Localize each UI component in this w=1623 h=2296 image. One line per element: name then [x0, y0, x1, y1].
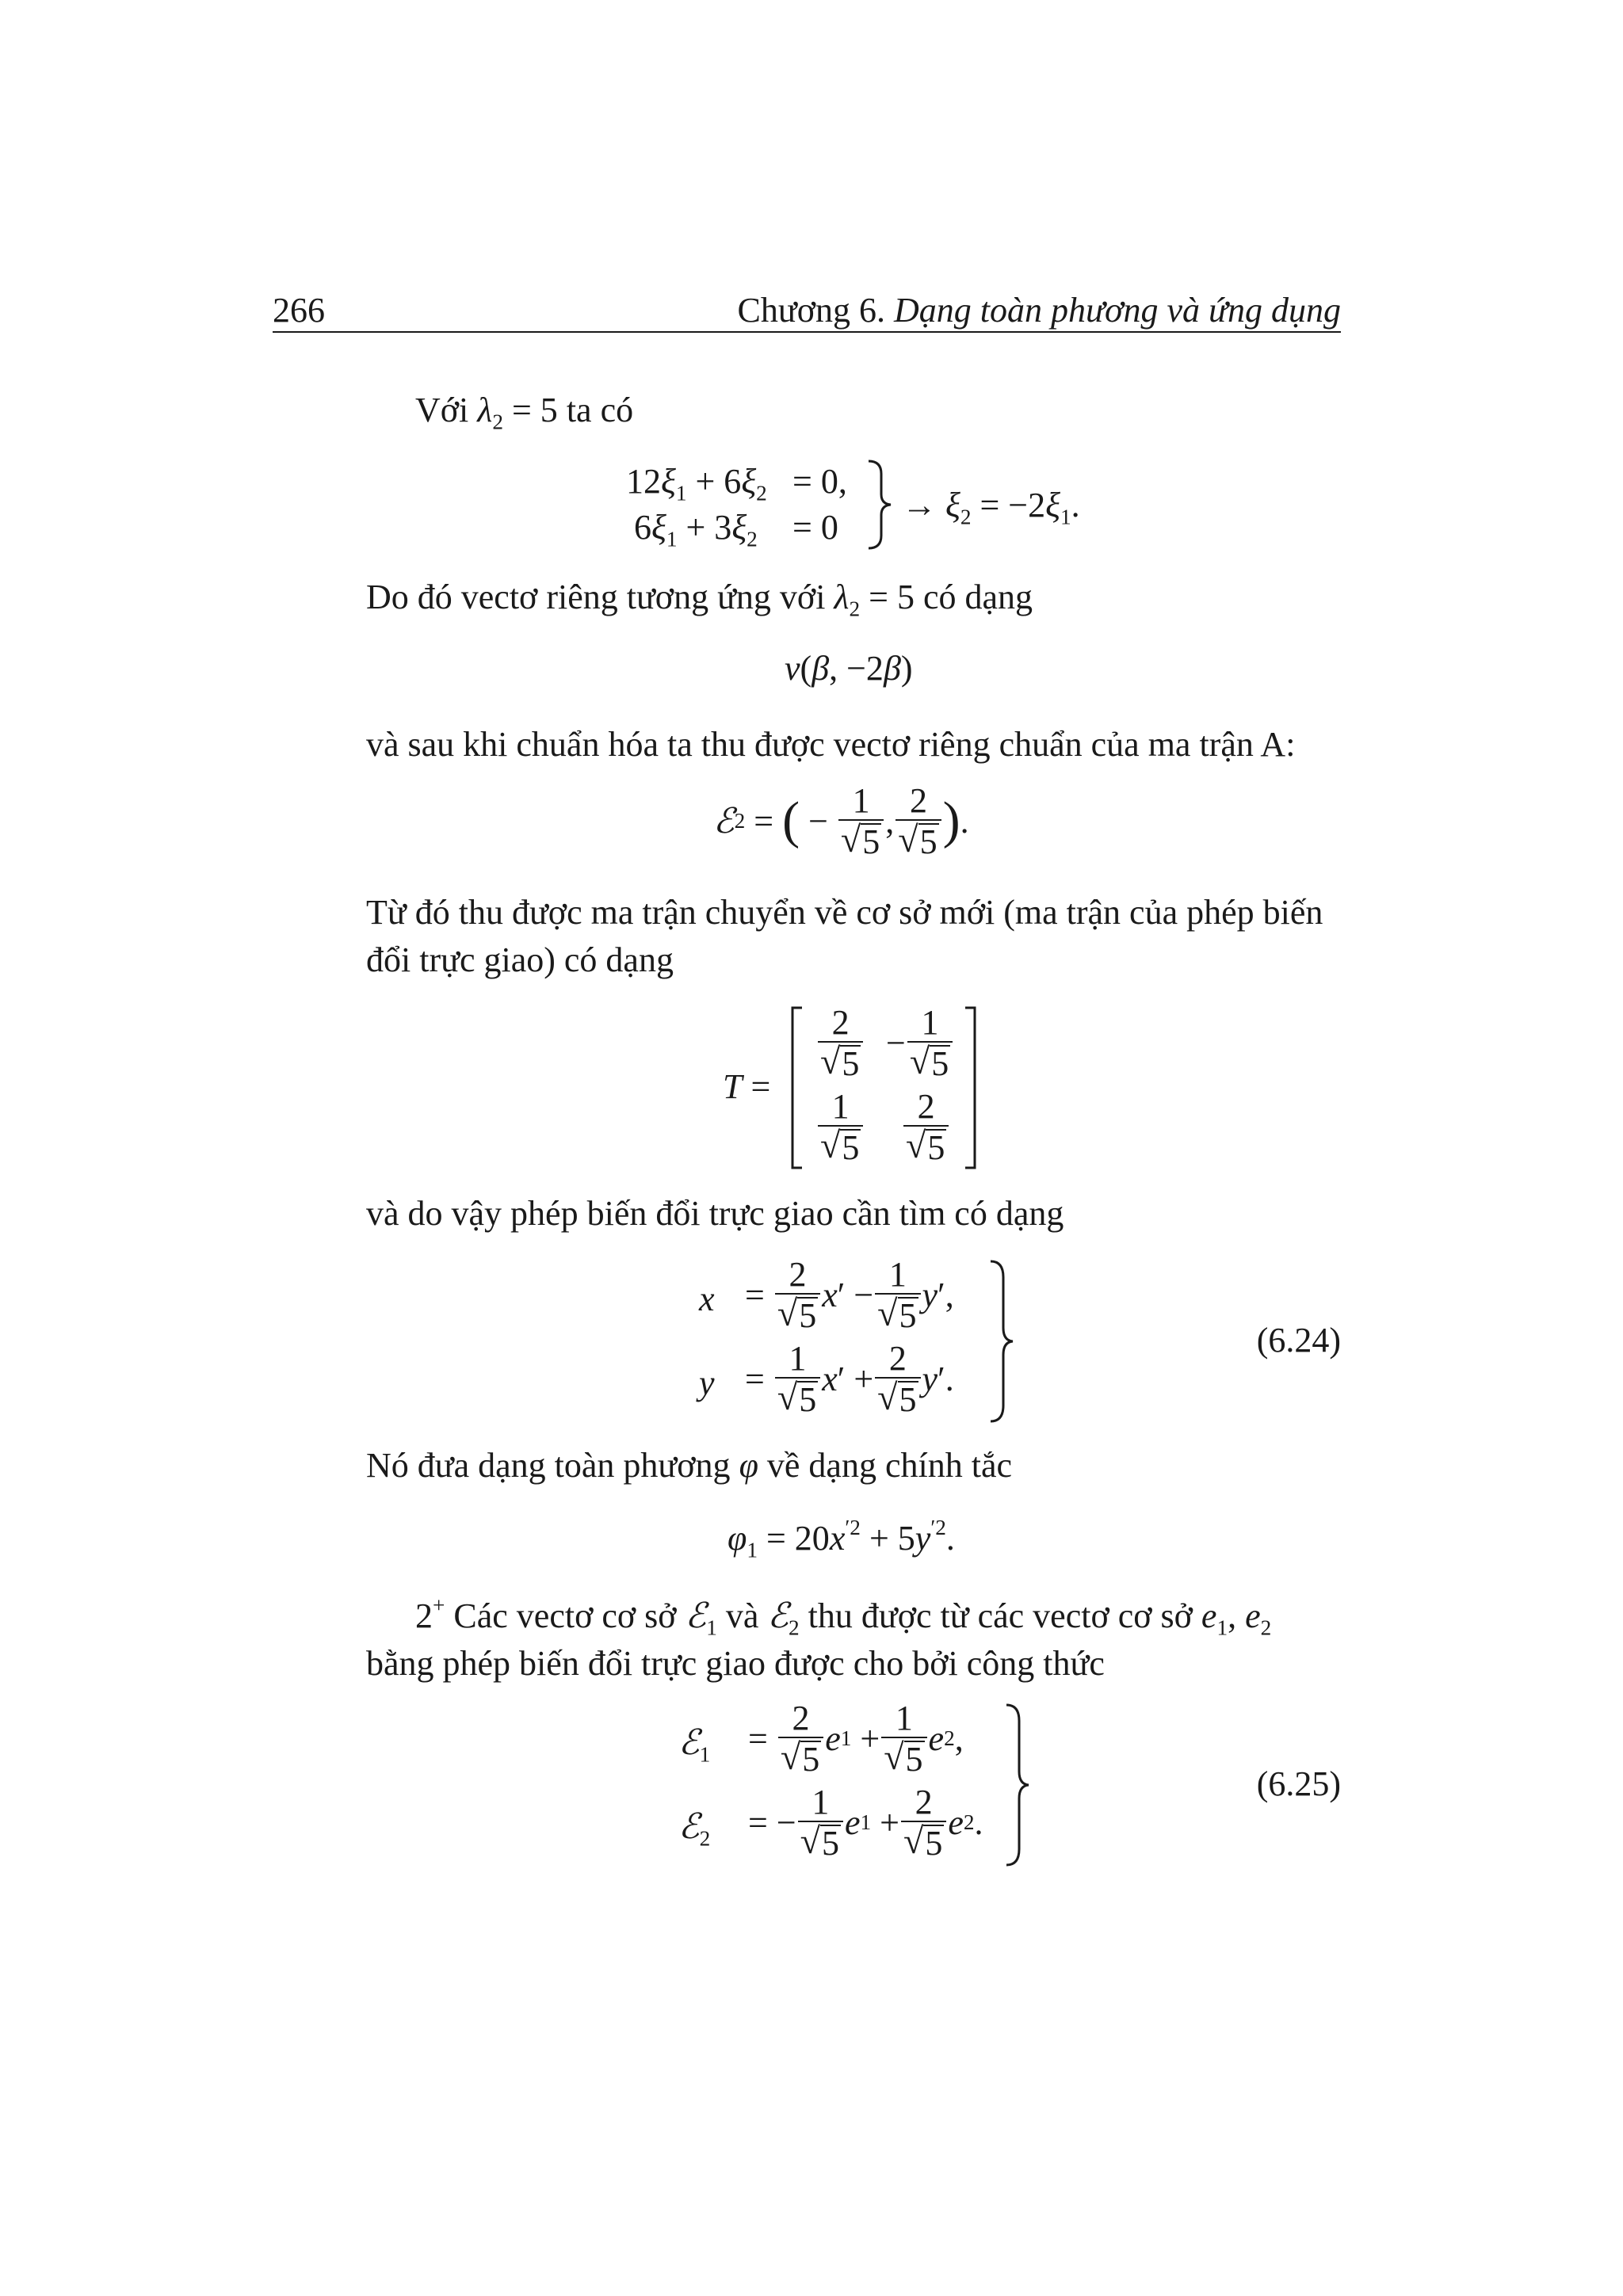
matrix-entry-21: 1 √ 5 [816, 1089, 865, 1165]
paragraph-transition-matrix-2: đổi trực giao) có dạng [366, 940, 674, 979]
eq624-x: x [699, 1280, 715, 1318]
normalized-vector-e2: ℰ 2 = ( − 1 √ 5 , 2 √ 5 ) . [713, 781, 969, 861]
paragraph-basis-vectors-1: 2+ Các vectơ cơ sở ℰ$_1$ và ℰ$_2$ thu được từ các vectơ cơ sở $e_1$, $e_2$ [415, 1592, 1272, 1640]
system1-row2-rhs: = 0 [792, 508, 838, 547]
paragraph-normalize: và sau khi chuẩn hóa ta thu được vectơ riêng chuẩn của ma trận A: [366, 725, 1296, 764]
matrix-entry-12: − 1 √ 5 [886, 1005, 954, 1081]
matrix-left-bracket [789, 1005, 805, 1171]
running-header [738, 290, 1341, 330]
matrix-right-bracket [962, 1005, 978, 1171]
eq624-brace [986, 1258, 1018, 1425]
system1-result: → $\xi_2 = -2\xi_1$. [902, 486, 1080, 529]
chapter-label: Chương 6. [737, 291, 885, 330]
paragraph-basis-vectors-2: bằng phép biến đổi trực giao được cho bởi công thức [366, 1644, 1105, 1683]
matrix-entry-22: 2 √ 5 [902, 1089, 950, 1165]
system1-row2: $6\xi_1 + 3\xi_2$ [634, 508, 758, 551]
paragraph-canonical-form: Nó đưa dạng toàn phương φ về dạng chính tắc [366, 1446, 1013, 1485]
page-number: 266 [273, 291, 325, 330]
canonical-form-phi1: $\varphi_1 = 20x^{'2} + 5y^{'2}$. [727, 1515, 955, 1562]
header-rule [273, 331, 1341, 333]
eq625-brace [1002, 1702, 1033, 1868]
eq625-row1: = 2 √ 5 e 1 + 1 √ 5 e 2 , [748, 1699, 964, 1779]
eigenvector-form: v(β, −2β) [785, 649, 913, 688]
eq625-row2: = − 1 √ 5 e 1 + 2 √ 5 e 2 . [748, 1783, 983, 1863]
paragraph-lambda2: Với $\lambda_2 = 5$ ta có [415, 391, 634, 434]
eq625-E2: ℰ$_2$ [678, 1806, 711, 1851]
equation-number-6-25: (6.25) [1256, 1764, 1341, 1803]
system1-row1: $12\xi_1 + 6\xi_2$ [626, 462, 767, 505]
matrix-t-label: T = [723, 1067, 771, 1106]
paragraph-orthogonal-transform: và do vậy phép biến đổi trực giao cần tìm có dạng [366, 1194, 1064, 1233]
eq624-row2: = 1 √ 5 x ′ + 2 √ 5 y ′. [745, 1339, 954, 1419]
eq624-y: y [699, 1363, 715, 1402]
paragraph-transition-matrix-1: Từ đó thu được ma trận chuyển về cơ sở mới (ma trận của phép biến [366, 893, 1323, 932]
right-brace [864, 458, 896, 551]
eq625-E1: ℰ$_1$ [678, 1722, 711, 1767]
matrix-entry-11: 2 √ 5 [816, 1005, 865, 1081]
paragraph-eigenvector: Do đó vectơ riêng tương ứng với $\lambda_2 = 5$ có dạng [366, 578, 1033, 621]
equation-number-6-24: (6.24) [1256, 1321, 1341, 1360]
system1-row1-rhs: = 0, [792, 462, 847, 501]
chapter-title: Dạng toàn phương và ứng dụng [893, 291, 1341, 330]
eq624-row1: = 2 √ 5 x ′ − 1 √ 5 y ′, [745, 1255, 954, 1335]
